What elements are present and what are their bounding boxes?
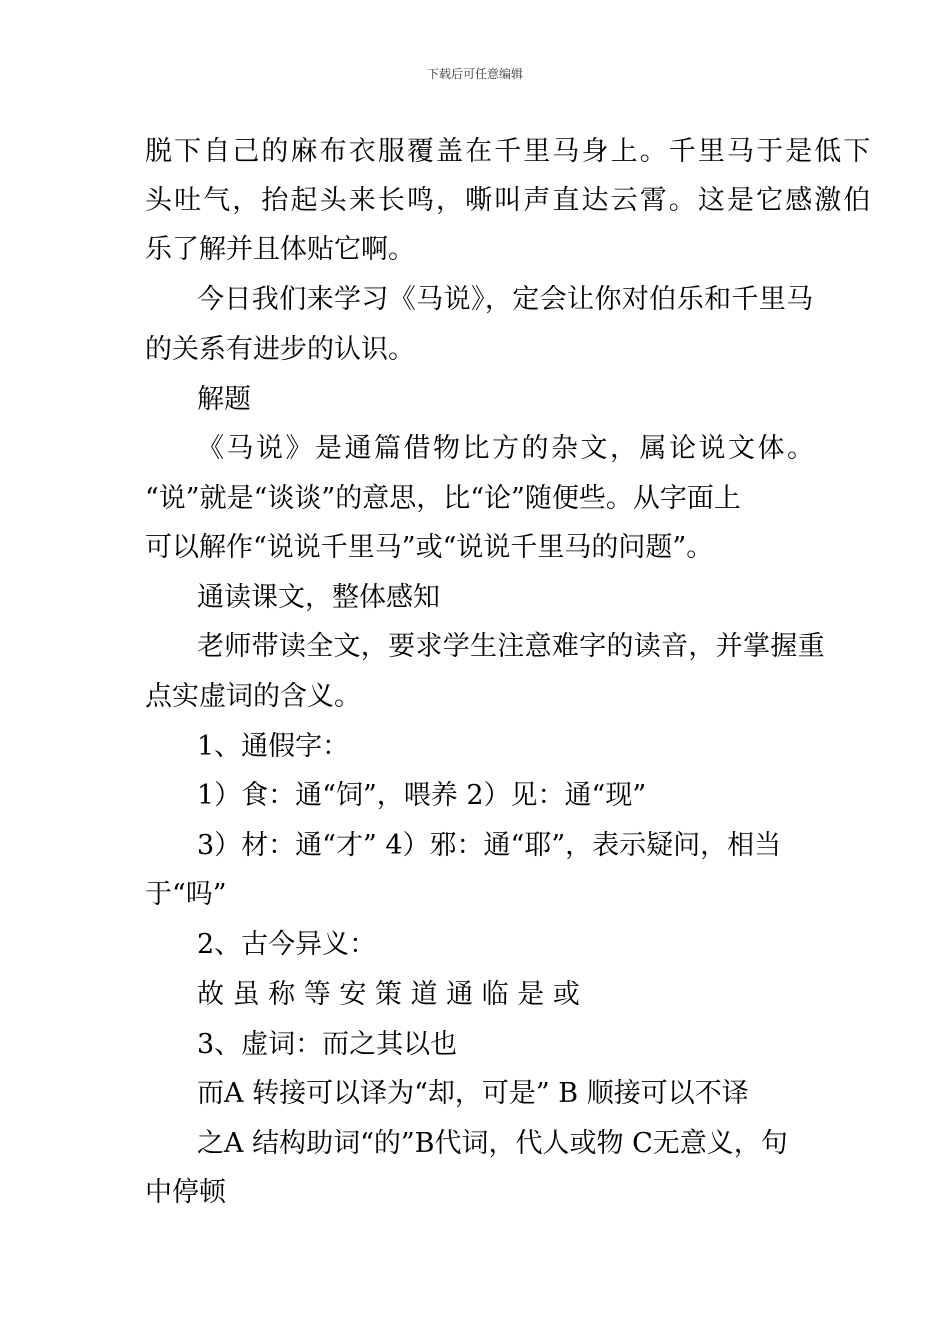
text-line: 点实虚词的含义。 [145, 681, 361, 712]
page-header: 下载后可任意编辑 [426, 67, 523, 81]
text-line: 老师带读全文，要求学生注意难字的读音，并掌握重 [197, 631, 825, 662]
text-line: “说”就是“谈谈”的意思，比“论”随便些。从字面上 [145, 483, 741, 514]
text-line: 1）食：通“饲”，喂养 2）见：通“现” [197, 780, 647, 811]
text-line: 3）材：通“才” 4）邪：通“耶”，表示疑问，相当 [197, 830, 782, 861]
list-heading: 3、虚词：而之其以也 [197, 1029, 458, 1060]
text-line: 头吐气，抬起头来长鸣，嘶叫声直达云霄。这是它感激伯 [145, 185, 873, 216]
text-line: 于“吗” [145, 879, 227, 910]
section-heading: 解题 [197, 384, 251, 415]
text-line: 可以解作“说说千里马”或“说说千里马的问题”。 [145, 532, 714, 563]
text-line: 中停顿 [145, 1177, 226, 1208]
list-heading: 1、通假字： [197, 731, 350, 762]
text-line: 乐了解并且体贴它啊。 [145, 234, 415, 265]
text-line: 故 虽 称 等 安 策 道 通 临 是 或 [197, 979, 580, 1010]
section-heading: 通读课文，整体感知 [197, 582, 440, 613]
text-line: 《马说》是通篇借物比方的杂文，属论说文体。 [197, 433, 817, 464]
text-line: 之A 结构助词“的”B代词，代人或物 C无意义，句 [197, 1128, 788, 1159]
text-line: 脱下自己的麻布衣服覆盖在千里马身上。千里马于是低下 [145, 136, 873, 167]
text-line: 而A 转接可以译为“却，可是” B 顺接可以不译 [197, 1078, 749, 1109]
list-heading: 2、古今异义： [197, 929, 377, 960]
text-line: 的关系有进步的认识。 [145, 334, 415, 365]
text-line: 今日我们来学习《马说》，定会让你对伯乐和千里马 [197, 284, 814, 315]
